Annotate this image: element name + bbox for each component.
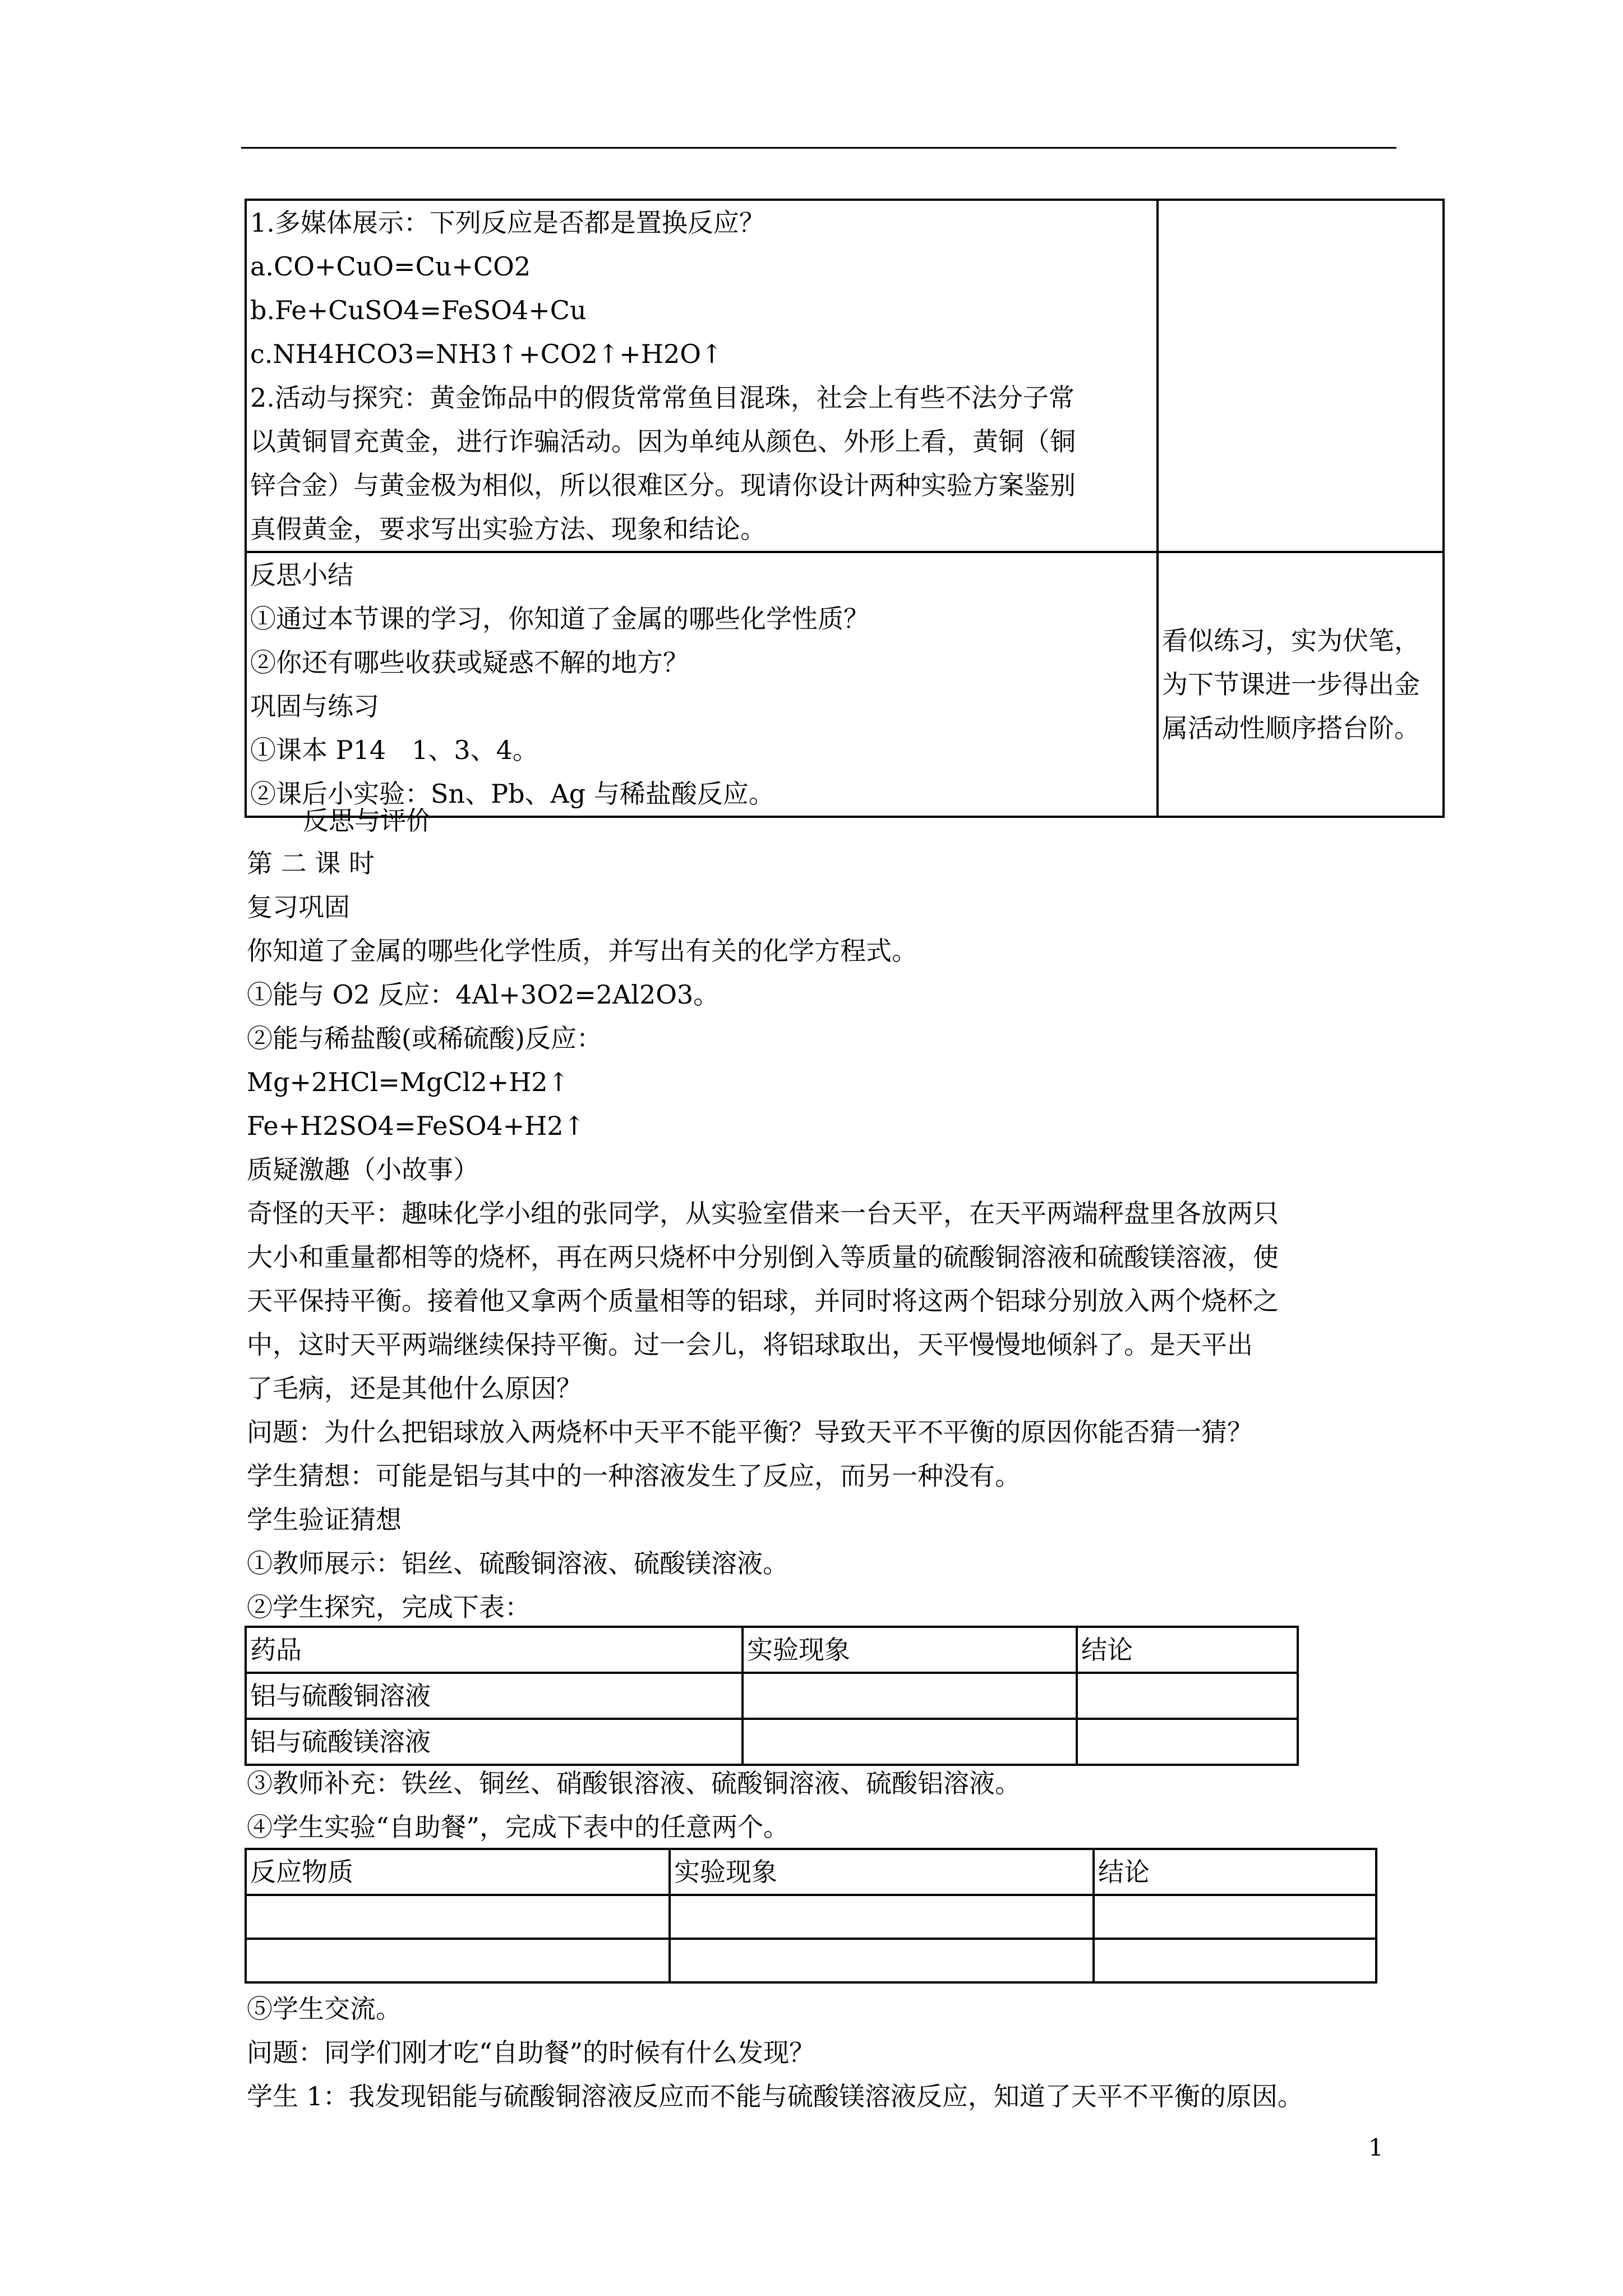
equation-2: Fe+H2SO4=FeSO4+H2↑ [247,1111,585,1141]
table-cell: 铝与硫酸铜溶液 [246,1673,743,1719]
box-line: 2.活动与探究：黄金饰品中的假货常常鱼目混珠，社会上有些不法分子常 [250,383,1075,413]
box-line: ②你还有哪些收获或疑惑不解的地方？ [250,647,689,678]
table-cell [670,1895,1094,1939]
header-rule [241,147,1396,149]
story-line: 中，这时天平两端继续保持平衡。过一会儿，将铝球取出，天平慢慢地倾斜了。是天平出 [247,1329,1253,1360]
box-line: ②课后小实验：Sn、Pb、Ag 与稀盐酸反应。 [250,779,774,809]
story-line: 大小和重量都相等的烧杯，再在两只烧杯中分别倒入等质量的硫酸铜溶液和硫酸镁溶液，使 [247,1242,1279,1272]
point-2: ②能与稀盐酸(或稀硫酸)反应： [247,1023,602,1053]
table-row [246,1673,1298,1719]
story-line: 天平保持平衡。接着他又拿两个质量相等的铝球，并同时将这两个铝球分别放入两个烧杯之 [247,1286,1279,1316]
box-row-1 [246,200,1444,552]
story-line: 了毛病，还是其他什么原因？ [247,1373,582,1404]
box-line: 1.多媒体展示：下列反应是否都是置换反应？ [250,208,765,238]
box-line: ①通过本节课的学习，你知道了金属的哪些化学性质？ [250,604,869,634]
point-1: ①能与 O2 反应：4Al+3O2=2Al2O3。 [247,979,720,1010]
box-line: 锌合金）与黄金极为相似，所以很难区分。现请你设计两种实验方案鉴别 [250,470,1076,500]
review-question: 你知道了金属的哪些化学性质，并写出有关的化学方程式。 [247,936,917,966]
table-row [246,1627,1298,1673]
box-line: ①课本 P14 1、3、4。 [250,735,538,765]
lesson-box [245,199,1445,818]
box-line: 反思小结 [250,560,353,590]
table-cell [743,1673,1077,1719]
box-line: 以黄铜冒充黄金，进行诈骗活动。因为单纯从颜色、外形上看，黄铜（铜 [250,426,1076,457]
equation-1: Mg+2HCl=MgCl2+H2↑ [247,1067,570,1097]
table-cell [1094,1939,1376,1982]
verify-3: ③教师补充：铁丝、铜丝、硝酸银溶液、硫酸铜溶液、硫酸铝溶液。 [247,1768,1021,1798]
box-line: 巩固与练习 [250,691,379,721]
page-number: 1 [1368,2134,1384,2161]
table-cell [1077,1719,1298,1765]
review-heading: 复习巩固 [247,892,350,922]
table-cell: 铝与硫酸镁溶液 [246,1719,743,1765]
box-row-2-main [246,552,1158,817]
table-row [246,1719,1298,1765]
story-title: 质疑激趣（小故事） [247,1154,479,1185]
table-cell [1094,1895,1376,1939]
box-line: b.Fe+CuSO4=FeSO4+Cu [250,295,587,325]
student-1-answer: 学生 1：我发现铝能与硫酸铜溶液反应而不能与硫酸镁溶液反应，知道了天平不平衡的原因。 [247,2081,1303,2111]
box-line: c.NH4HCO3=NH3↑+CO2↑+H2O↑ [250,339,723,369]
box-row-2 [246,552,1444,817]
verify-2: ②学生探究，完成下表： [247,1592,531,1622]
verify-4: ④学生实验“自助餐”，完成下表中的任意两个。 [247,1812,790,1842]
box-row-1-note [1158,200,1444,552]
verify-1: ①教师展示：铝丝、硫酸铜溶液、硫酸镁溶液。 [247,1548,789,1579]
table-cell [1077,1673,1298,1719]
reflection-heading: 反思与评价 [303,806,432,836]
table-row [246,1849,1376,1895]
table-cell [246,1895,670,1939]
table-buffet [245,1848,1377,1984]
story-line: 奇怪的天平：趣味化学小组的张同学，从实验室借来一台天平，在天平两端秤盘里各放两只 [247,1198,1279,1228]
box-row-2-note: 看似练习，实为伏笔，为下节课进一步得出金属活动性顺序搭台阶。 [1158,552,1444,817]
table-header: 结论 [1094,1849,1376,1895]
table-header: 实验现象 [670,1849,1094,1895]
box-row-1-main [246,200,1158,552]
table-header: 实验现象 [743,1627,1077,1673]
question-1: 问题：为什么把铝球放入两烧杯中天平不能平衡？导致天平不平衡的原因你能否猜一猜？ [247,1417,1253,1447]
question-2: 问题：同学们刚才吃“自助餐”的时候有什么发现？ [247,2037,815,2068]
table-cell [246,1939,670,1982]
table-row [246,1895,1376,1939]
table-header: 药品 [246,1627,743,1673]
table-cell [743,1719,1077,1765]
table-row [246,1939,1376,1982]
box-line: 真假黄金，要求写出实验方法、现象和结论。 [250,514,766,544]
table-aluminum [245,1626,1299,1766]
verify-heading: 学生验证猜想 [247,1504,402,1535]
box-line: a.CO+CuO=Cu+CO2 [250,251,531,282]
lesson-heading: 第 二 课 时 [247,848,375,878]
verify-5: ⑤学生交流。 [247,1994,402,2024]
table-header: 反应物质 [246,1849,670,1895]
table-header: 结论 [1077,1627,1298,1673]
student-guess: 学生猜想：可能是铝与其中的一种溶液发生了反应，而另一种没有。 [247,1461,1021,1491]
table-cell [670,1939,1094,1982]
